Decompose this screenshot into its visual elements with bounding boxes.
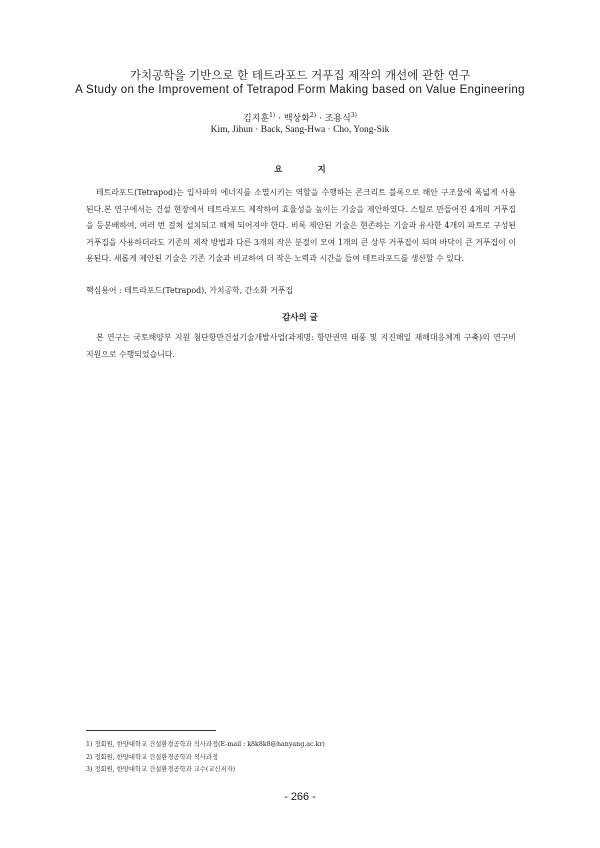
title-english: A Study on the Improvement of Tetrapod Form Making based on Value Engineering bbox=[75, 84, 525, 96]
author-footnote-mark: 3) bbox=[350, 112, 357, 119]
authors-korean bbox=[0, 111, 600, 124]
author-separator: · bbox=[275, 114, 284, 124]
footnote: 3) 정회원, 한양대학교 건설환경공학과 교수(교신저자) bbox=[86, 766, 236, 773]
author-name: 백상화 bbox=[283, 114, 310, 124]
abstract-heading: 요 지 bbox=[274, 165, 342, 175]
footnote: 2) 정회원, 한양대학교 건설환경공학과 석사과정 bbox=[86, 753, 219, 761]
page-number: - 266 - bbox=[284, 791, 316, 803]
abstract-body: 테트라포드(Tetrapod)는 입사파의 에너지를 소멸시키는 역할을 수행하는 콘크리트 블록으로 해안 구조물에 폭넓게 사용된다.본 연구에서는 건설 현장에서 테트라포드 제작하여 효율성을 높이는 기술을 제안하였다. 스틸로 만들어진 4개의 거푸집을 등분배하여, 여러 번 걸쳐 설치되고 해체 되어져야 한다. 비록 제안된 기술은 현존하는 기술과 유사한 4개의 파트로 구성된 거푸집을 사용하더라도 기존의 제작 방법과 다른 3개의 작은 분절이 모여 1개의 큰 상부 거푸집이 되며 바닥이 큰 거푸집이 이용된다. 새롭게 제안된 기술은 기존 기술과 비교하여 더 작은 노력과 시간을 들여 테트라포드를 생산할 수 있다. bbox=[86, 188, 516, 263]
author-footnote-mark: 1) bbox=[269, 112, 276, 119]
footnotes bbox=[86, 739, 516, 777]
acknowledgement-heading: 감사의 글 bbox=[282, 313, 318, 323]
author-name: 조용식 bbox=[324, 114, 351, 124]
author-separator: · bbox=[316, 114, 325, 124]
acknowledgement-body: 본 연구는 국토해양부 지원 첨단항만건설기술개발사업(과제명: 항만권역 태풍 및 지진해일 재해대응체계 구축)의 연구비 지원으로 수행되었습니다. bbox=[86, 333, 516, 359]
footnote: 1) 정회원, 한양대학교 건설환경공학과 석사과정(E-mail : k8k8k8@hanyang.ac.kr) bbox=[86, 741, 325, 748]
authors-english: Kim, Jihun · Back, Sang-Hwa · Cho, Yong-Sik bbox=[210, 125, 390, 135]
title-korean: 가치공학을 기반으로 한 테트라포드 거푸집 제작의 개선에 관한 연구 bbox=[129, 68, 471, 82]
footnote-divider bbox=[86, 730, 216, 731]
author-footnote-mark: 2) bbox=[309, 112, 317, 119]
keywords: 핵심용어 : 테트라포드(Tetrapod), 가치공학, 간소화 거푸집 bbox=[86, 286, 294, 295]
author-name: 김지훈 bbox=[243, 114, 270, 124]
